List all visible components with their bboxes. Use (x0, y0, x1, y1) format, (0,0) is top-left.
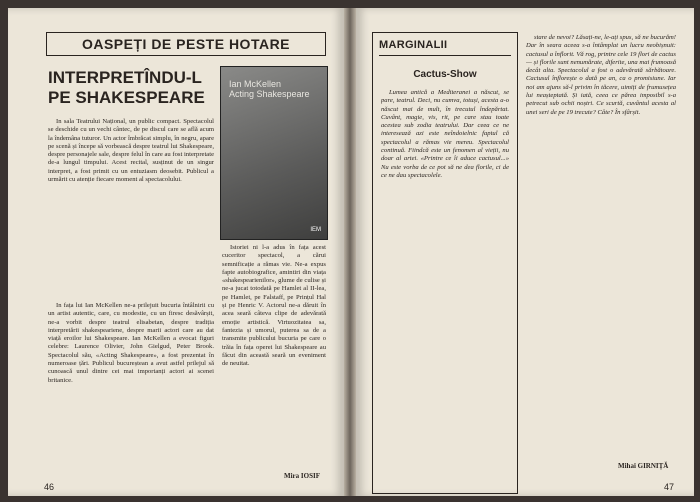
record-label: IEM (310, 227, 321, 233)
page-number: 47 (664, 482, 675, 492)
marginalii-box (372, 32, 518, 494)
article-column-1 (48, 118, 214, 298)
page-number: 46 (44, 482, 55, 492)
record-cover-image (220, 66, 328, 240)
article-column-2 (48, 302, 214, 474)
right-page (356, 8, 694, 496)
left-page (8, 8, 344, 496)
section-header: OASPEȚI DE PESTE HOTARE (46, 32, 326, 56)
article-text: stare de nevoi? Lăsați-ne, le-ați spus, să ne bucurăm! Dar în seara aceea s-a întâmplat un lucru neobișnuit: cactusul a înflorit. Vă rog, printre cele 19 flori de cactus — și florile sunt nenumărate, diferite, una mai frumoasă decât alta. Spectacolul a fost o adevărată sărbătoare. Cactusul înflorește o dată pe an, ca o promisiune. Iar noi am ajuns să-l privim în tăcere, uimiți de frumusețea lui neașteptată. Și iată, ceea ce părea imposibil s-a petrecut sub ochii noștri. Ce scurtă, cuvântul acesta al unei seri de pe 19 trecute? Câte? În sfârșit. (526, 34, 676, 116)
article-text: In fața lui Ian McKellen ne-a prilejuit bucuria întâlnirii cu un artist autentic, care, cu modestie, cu un firesc desăvârșit, ne-a vorbit despre teatrul elisabetan, despre tradiția interpretării shakespeariene, despre marii actori care au dat viață eroilor lui Shakespeare. Ian McKellen a evocat figuri celebre: Laurence Olivier, John Gielgud, Peter Brook. Spectacolul său, «Acting Shakespeare», a fost prezentat în numeroase țări. Publicul bucureștean a avut astfel prilejul să cunoască unul dintre cei mai importanți actori ai scenei britanice. (48, 302, 214, 384)
article-text: Istoriei ni l-a adus în fața acest cuceritor spectacol, a cărui semnificație a rămas vie. Ne-a expus fapte autobiografice, amintiri din viața «shakespearienilor», glume de culise și ne-a jucat totodată pe Hamlet al II-lea, pe Hamlet, pe Falstaff, pe Prințul Hal și pe Henric V. Actorul ne-a dăruit în acea seară câteva clipe de adevărată emoție artistică. Virtuozitatea sa, fantezia și umorul, puterea sa de a transmite publicului bucuria pe care o trăia în fața operei lui Shakespeare au făcut din această seară un eveniment de neuitat. (222, 244, 326, 368)
book-gutter (344, 8, 356, 496)
article-author: Mihai GIRNIȚĂ (618, 462, 669, 470)
record-cover-line2: Acting Shakespeare (229, 89, 310, 99)
article-column-3 (222, 244, 326, 462)
article-text: In sala Teatrului Național, un public compact. Spectacolul se deschide cu un vechi cântec, de pe discul care se află acum la îndemâna tuturor. Un actor îmbrăcat simplu, în negru, apare pe scenă și începe să vorbească despre teatrul lui Shakespeare, despre personajele sale, despre felul în care au fost interpretate de-a lungul timpului. Acest recital, susținut de un singur interpret, a fost primit cu un entuziasm deosebit. Publicul a urmărit cu atenție fiecare moment al spectacolului. (48, 118, 214, 184)
article-title: INTERPRETÎNDU-L PE SHAKESPEARE (48, 68, 205, 107)
rubric-title: MARGINALII (379, 39, 448, 51)
record-cover-line1: Ian McKellen (229, 79, 282, 89)
article-column-1 (381, 89, 509, 483)
article-column-2 (526, 34, 676, 458)
article-author: Mira IOSIF (284, 472, 320, 480)
article-text: Lumea antică a Mediteranei a născut, se pare, teatrul. Deci, nu cumva, totuși, acesta a-o născut mai de mult, în trecutul îndepărtat. Cuvânt, magie, vis, rit, pe care stau toate acestea sub zodia teatrului. Dar ceea ce ne interesează azi este neîndoielnic faptul că spectacolul a rămas vie mereu. Spectacolul continuă. Fiindcă este un fenomen al vieții, nu doar al artei. «Printre ce îi aduce cactusul...» Nu este vorba de ce pot să ne dea florile, ci de ce ne dau spectacolele. (381, 89, 509, 179)
article-headline: Cactus-Show (413, 69, 477, 80)
rubric-divider (379, 55, 511, 56)
